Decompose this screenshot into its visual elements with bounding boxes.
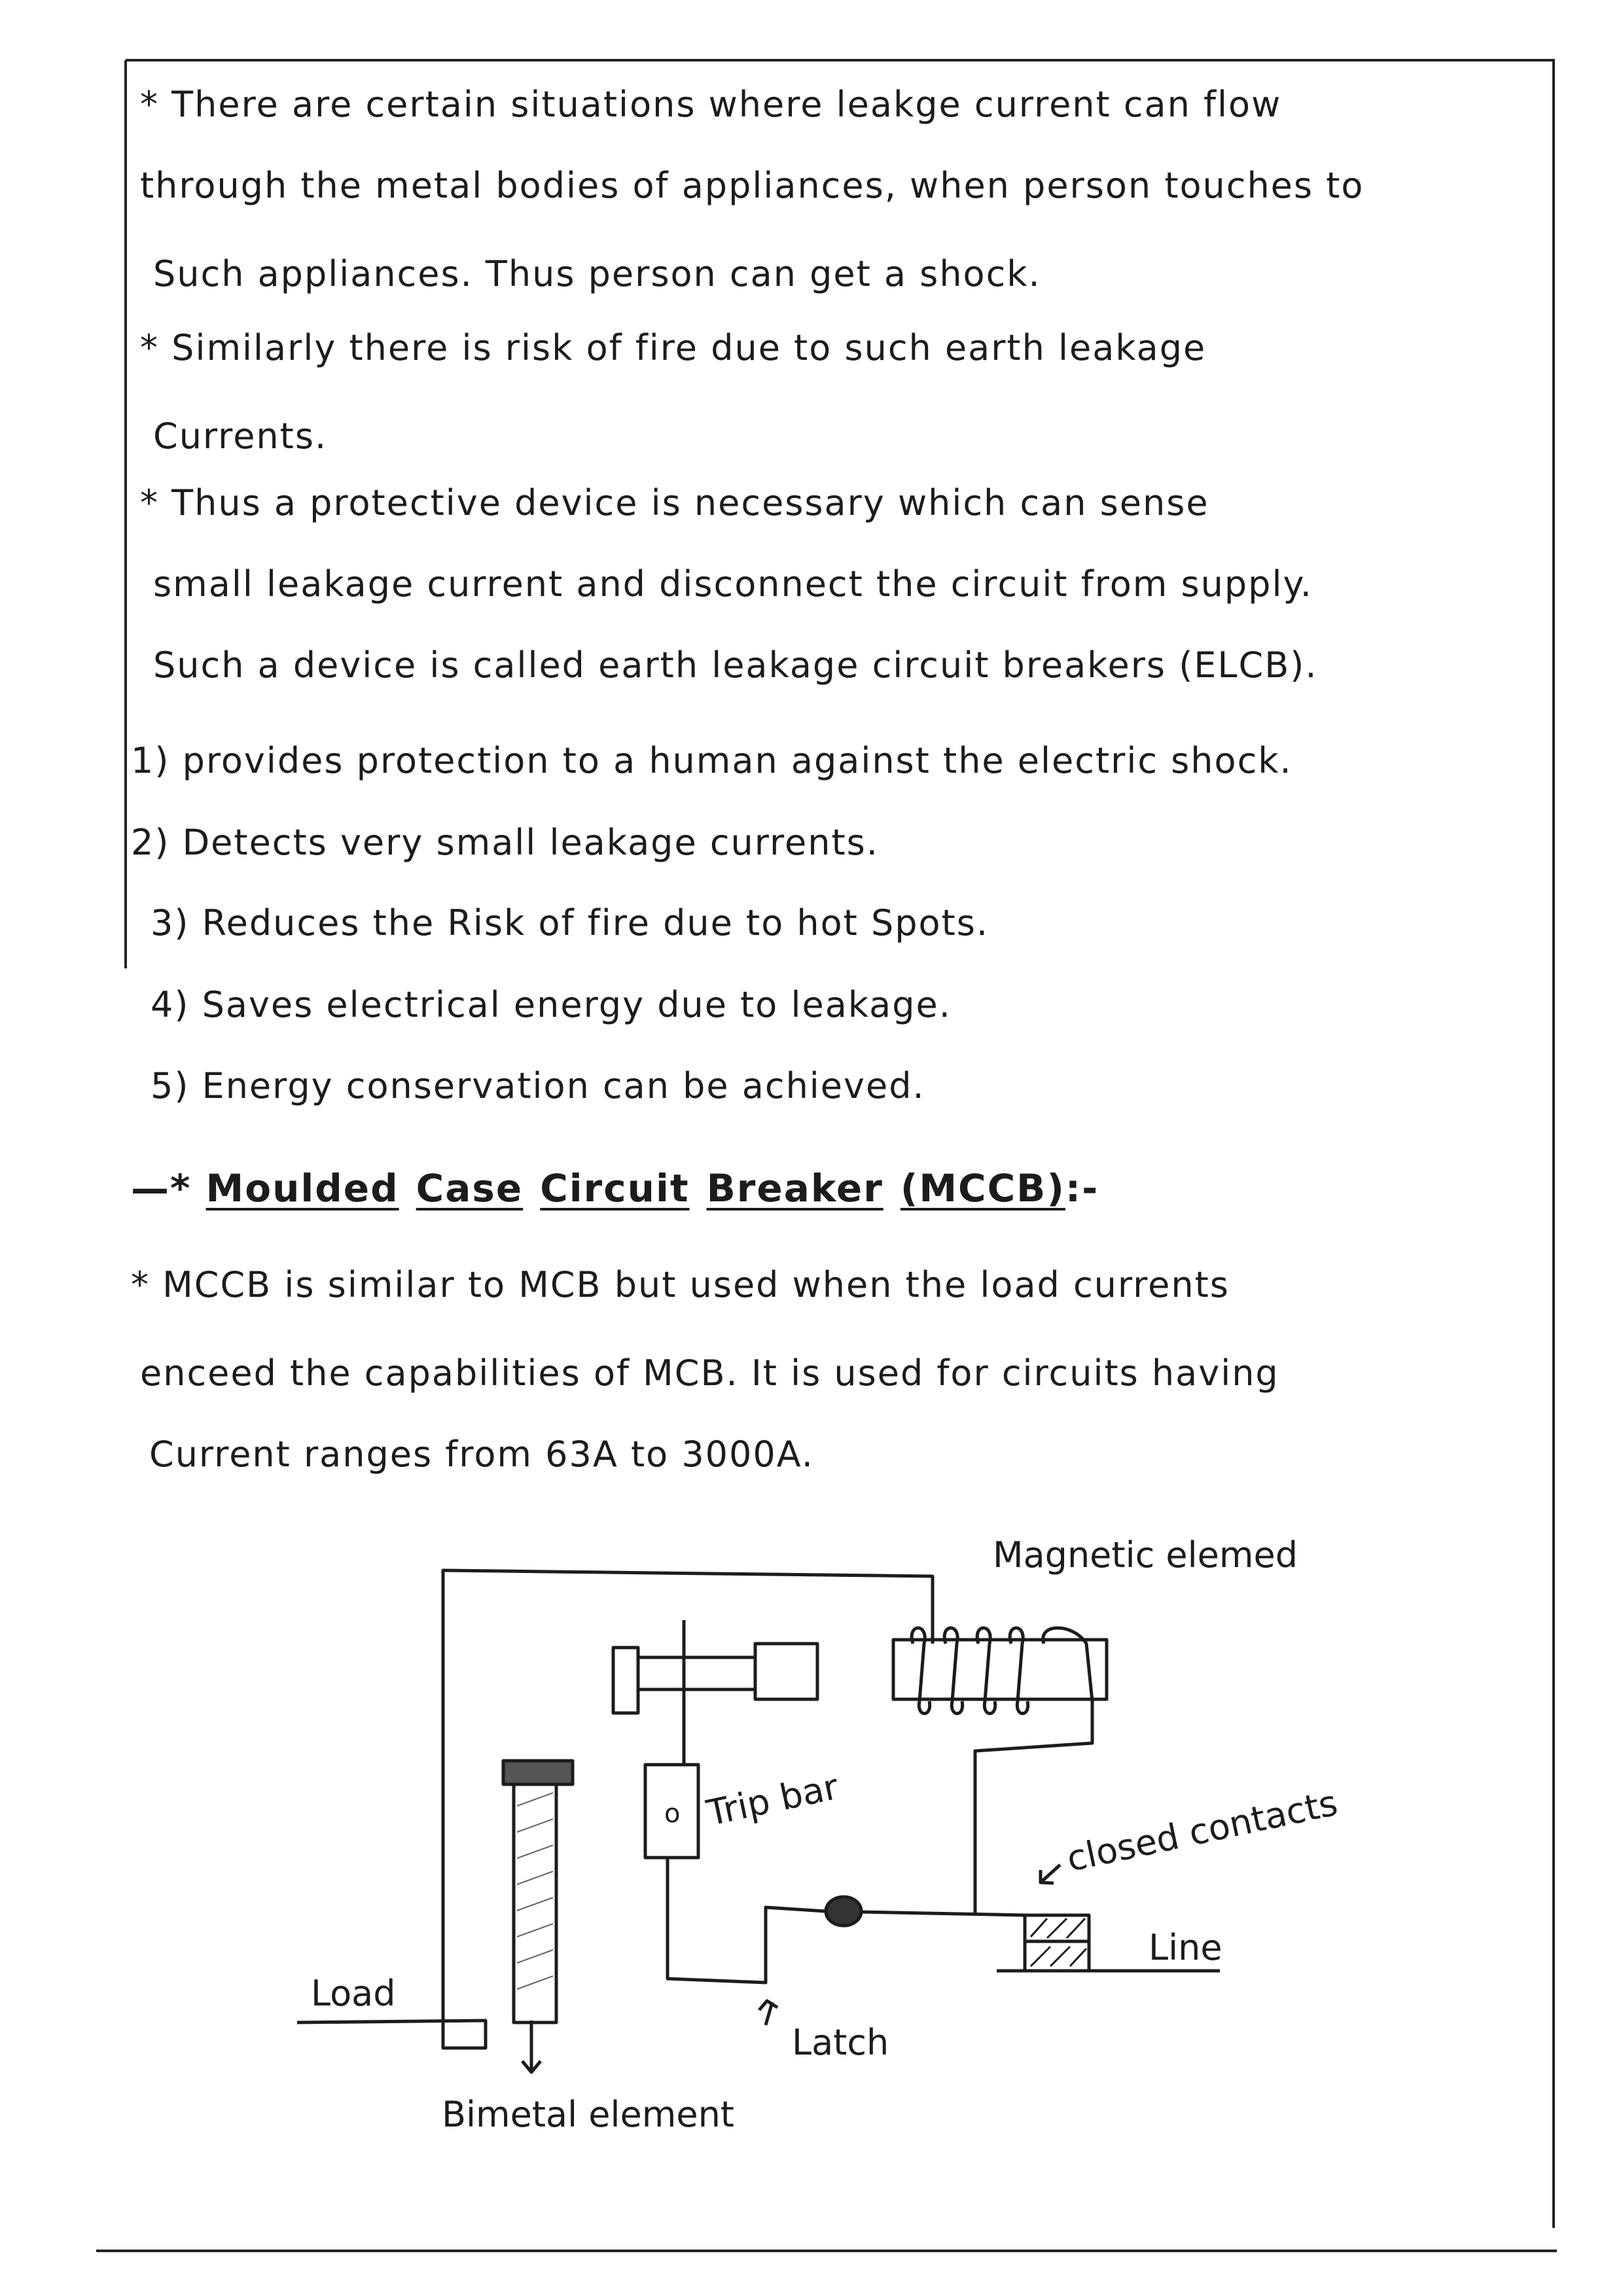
text-line: Such a device is called earth leakage circuit breakers (ELCB). [153, 645, 1318, 686]
text-line: Current ranges from 63A to 3000A. [149, 1434, 814, 1475]
text-line: * Similarly there is risk of fire due to such earth leakage [140, 327, 1207, 368]
trip-bar-label: Trip bar [703, 1765, 842, 1834]
list-item: 3) Reduces the Risk of fire due to hot Spots. [151, 902, 990, 944]
text-line: enceed the capabilities of MCB. It is used for circuits having [140, 1352, 1279, 1394]
list-item: 1) provides protection to a human against the electric shock. [131, 740, 1293, 781]
list-item: 4) Saves electrical energy due to leakage. [151, 984, 952, 1025]
line-label: Line [1149, 1927, 1222, 1968]
text-line: small leakage current and disconnect the circuit from supply. [153, 563, 1313, 605]
heading-word: Circuit [540, 1166, 690, 1210]
heading-word: Breaker [706, 1166, 883, 1210]
heading-suffix: :- [1065, 1166, 1099, 1210]
heading-prefix: —* [131, 1166, 192, 1210]
load-label: Load [311, 1973, 396, 2014]
arrow-icon [759, 2001, 777, 2025]
text-line: * Thus a protective device is necessary which can sense [140, 482, 1209, 523]
plunger [613, 1644, 817, 1713]
text-line: Such appliances. Thus person can get a shock. [153, 253, 1041, 294]
bimetal-element [503, 1761, 573, 2072]
arrow-icon [1041, 1865, 1060, 1883]
text-line: through the metal bodies of appliances, when person touches to [140, 165, 1364, 206]
bimetal-element-label: Bimetal element [442, 2094, 734, 2135]
latch-pivot [826, 1897, 861, 1926]
heading-word: (MCCB) [900, 1166, 1065, 1210]
heading-word: Moulded [205, 1166, 399, 1210]
text-line: Currents. [153, 415, 328, 457]
text-line: * MCCB is similar to MCB but used when the load currents [131, 1264, 1230, 1305]
text-line: * There are certain situations where leakge current can flow [140, 84, 1282, 125]
closed-contacts-label: closed contacts [1063, 1782, 1342, 1880]
latch-label: Latch [792, 2022, 889, 2063]
list-item: 5) Energy conservation can be achieved. [151, 1065, 925, 1106]
heading-word: Case [416, 1166, 524, 1210]
trip-mark: o [664, 1799, 681, 1829]
magnetic-element-label: Magnetic elemed [993, 1534, 1298, 1576]
list-item: 2) Detects very small leakage currents. [131, 822, 879, 863]
